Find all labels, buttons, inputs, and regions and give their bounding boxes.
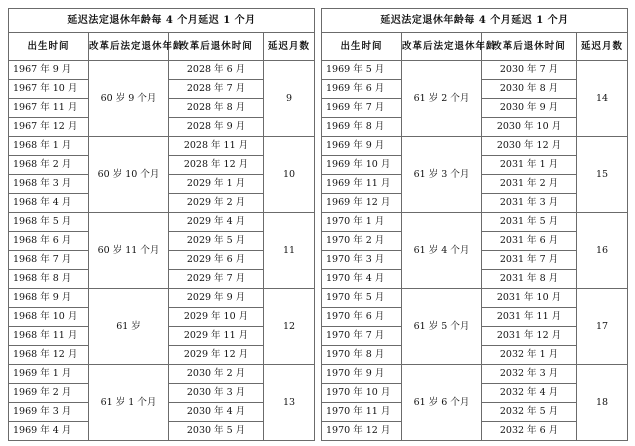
retirement-time-cell: 2029 年 11 月 <box>169 327 264 346</box>
retirement-time-cell: 2028 年 8 月 <box>169 99 264 118</box>
retirement-time-cell: 2030 年 2 月 <box>169 365 264 384</box>
table-row <box>322 61 628 80</box>
retirement-time-cell: 2031 年 3 月 <box>482 194 577 213</box>
birth-cell: 1969 年 12 月 <box>322 194 402 213</box>
birth-cell: 1970 年 12 月 <box>322 422 402 441</box>
retirement-time-cell: 2032 年 1 月 <box>482 346 577 365</box>
table-row <box>322 289 628 308</box>
table-row <box>9 213 315 232</box>
retirement-time-cell: 2031 年 8 月 <box>482 270 577 289</box>
retirement-time-cell: 2030 年 12 月 <box>482 137 577 156</box>
delay-months-cell: 11 <box>264 213 315 289</box>
retirement-time-cell: 2030 年 3 月 <box>169 384 264 403</box>
retirement-time-cell: 2028 年 11 月 <box>169 137 264 156</box>
retirement-time-cell: 2030 年 4 月 <box>169 403 264 422</box>
delay-months-cell: 18 <box>577 365 628 441</box>
table-title: 延迟法定退休年龄每 4 个月延迟 1 个月 <box>322 9 628 33</box>
birth-cell: 1970 年 4 月 <box>322 270 402 289</box>
retirement-age-cell: 60 岁 11 个月 <box>89 213 169 289</box>
header-delay-months: 延迟月数 <box>577 33 628 61</box>
retirement-time-cell: 2032 年 3 月 <box>482 365 577 384</box>
birth-cell: 1968 年 2 月 <box>9 156 89 175</box>
retirement-age-cell: 61 岁 <box>89 289 169 365</box>
retirement-time-cell: 2031 年 1 月 <box>482 156 577 175</box>
retirement-time-cell: 2030 年 9 月 <box>482 99 577 118</box>
birth-cell: 1969 年 3 月 <box>9 403 89 422</box>
birth-cell: 1968 年 1 月 <box>9 137 89 156</box>
retirement-time-cell: 2032 年 6 月 <box>482 422 577 441</box>
birth-cell: 1968 年 6 月 <box>9 232 89 251</box>
table-row <box>9 289 315 308</box>
table-row <box>322 365 628 384</box>
left-retirement-table <box>8 8 315 441</box>
header-legal-retirement-age: 改革后法定退休年龄 <box>89 33 169 61</box>
birth-cell: 1968 年 9 月 <box>9 289 89 308</box>
birth-cell: 1969 年 6 月 <box>322 80 402 99</box>
retirement-time-cell: 2030 年 10 月 <box>482 118 577 137</box>
birth-cell: 1968 年 8 月 <box>9 270 89 289</box>
birth-cell: 1968 年 11 月 <box>9 327 89 346</box>
delay-months-cell: 10 <box>264 137 315 213</box>
retirement-time-cell: 2028 年 9 月 <box>169 118 264 137</box>
delay-months-cell: 13 <box>264 365 315 441</box>
retirement-time-cell: 2028 年 7 月 <box>169 80 264 99</box>
table-title: 延迟法定退休年龄每 4 个月延迟 1 个月 <box>9 9 315 33</box>
table-row <box>9 137 315 156</box>
birth-cell: 1969 年 2 月 <box>9 384 89 403</box>
header-retirement-time: 改革后退休时间 <box>169 33 264 61</box>
retirement-time-cell: 2029 年 6 月 <box>169 251 264 270</box>
retirement-time-cell: 2029 年 10 月 <box>169 308 264 327</box>
birth-cell: 1968 年 5 月 <box>9 213 89 232</box>
retirement-time-cell: 2031 年 11 月 <box>482 308 577 327</box>
header-retirement-time: 改革后退休时间 <box>482 33 577 61</box>
birth-cell: 1968 年 4 月 <box>9 194 89 213</box>
retirement-time-cell: 2029 年 5 月 <box>169 232 264 251</box>
birth-cell: 1970 年 9 月 <box>322 365 402 384</box>
table-row <box>322 137 628 156</box>
retirement-time-cell: 2031 年 5 月 <box>482 213 577 232</box>
retirement-time-cell: 2032 年 4 月 <box>482 384 577 403</box>
birth-cell: 1970 年 10 月 <box>322 384 402 403</box>
retirement-time-cell: 2029 年 12 月 <box>169 346 264 365</box>
retirement-age-cell: 61 岁 4 个月 <box>402 213 482 289</box>
retirement-age-cell: 61 岁 6 个月 <box>402 365 482 441</box>
birth-cell: 1970 年 11 月 <box>322 403 402 422</box>
retirement-time-cell: 2029 年 7 月 <box>169 270 264 289</box>
retirement-time-cell: 2028 年 12 月 <box>169 156 264 175</box>
birth-cell: 1970 年 2 月 <box>322 232 402 251</box>
retirement-time-cell: 2030 年 5 月 <box>169 422 264 441</box>
birth-cell: 1967 年 9 月 <box>9 61 89 80</box>
delay-months-cell: 16 <box>577 213 628 289</box>
birth-cell: 1970 年 7 月 <box>322 327 402 346</box>
birth-cell: 1969 年 9 月 <box>322 137 402 156</box>
retirement-time-cell: 2031 年 12 月 <box>482 327 577 346</box>
delay-months-cell: 14 <box>577 61 628 137</box>
birth-cell: 1969 年 1 月 <box>9 365 89 384</box>
birth-cell: 1970 年 6 月 <box>322 308 402 327</box>
header-delay-months: 延迟月数 <box>264 33 315 61</box>
retirement-age-cell: 61 岁 2 个月 <box>402 61 482 137</box>
delay-months-cell: 9 <box>264 61 315 137</box>
retirement-time-cell: 2029 年 9 月 <box>169 289 264 308</box>
birth-cell: 1969 年 8 月 <box>322 118 402 137</box>
table-row <box>9 365 315 384</box>
retirement-age-cell: 60 岁 9 个月 <box>89 61 169 137</box>
left-table-panel <box>8 8 314 438</box>
retirement-time-cell: 2029 年 1 月 <box>169 175 264 194</box>
header-birth-time: 出生时间 <box>322 33 402 61</box>
birth-cell: 1968 年 10 月 <box>9 308 89 327</box>
birth-cell: 1969 年 10 月 <box>322 156 402 175</box>
birth-cell: 1970 年 5 月 <box>322 289 402 308</box>
retirement-age-cell: 60 岁 10 个月 <box>89 137 169 213</box>
retirement-delay-document <box>8 8 627 438</box>
birth-cell: 1969 年 4 月 <box>9 422 89 441</box>
birth-cell: 1969 年 7 月 <box>322 99 402 118</box>
birth-cell: 1968 年 12 月 <box>9 346 89 365</box>
retirement-time-cell: 2030 年 7 月 <box>482 61 577 80</box>
birth-cell: 1970 年 8 月 <box>322 346 402 365</box>
table-row <box>322 213 628 232</box>
retirement-time-cell: 2029 年 4 月 <box>169 213 264 232</box>
delay-months-cell: 15 <box>577 137 628 213</box>
delay-months-cell: 17 <box>577 289 628 365</box>
birth-cell: 1967 年 11 月 <box>9 99 89 118</box>
retirement-age-cell: 61 岁 3 个月 <box>402 137 482 213</box>
header-legal-retirement-age: 改革后法定退休年龄 <box>402 33 482 61</box>
right-table-panel <box>321 8 627 438</box>
retirement-time-cell: 2028 年 6 月 <box>169 61 264 80</box>
retirement-time-cell: 2030 年 8 月 <box>482 80 577 99</box>
retirement-age-cell: 61 岁 5 个月 <box>402 289 482 365</box>
delay-months-cell: 12 <box>264 289 315 365</box>
retirement-time-cell: 2032 年 5 月 <box>482 403 577 422</box>
birth-cell: 1969 年 5 月 <box>322 61 402 80</box>
birth-cell: 1967 年 10 月 <box>9 80 89 99</box>
birth-cell: 1970 年 1 月 <box>322 213 402 232</box>
retirement-time-cell: 2031 年 6 月 <box>482 232 577 251</box>
retirement-age-cell: 61 岁 1 个月 <box>89 365 169 441</box>
table-row <box>9 61 315 80</box>
retirement-time-cell: 2031 年 10 月 <box>482 289 577 308</box>
birth-cell: 1970 年 3 月 <box>322 251 402 270</box>
retirement-time-cell: 2031 年 2 月 <box>482 175 577 194</box>
birth-cell: 1967 年 12 月 <box>9 118 89 137</box>
birth-cell: 1968 年 7 月 <box>9 251 89 270</box>
retirement-time-cell: 2029 年 2 月 <box>169 194 264 213</box>
retirement-time-cell: 2031 年 7 月 <box>482 251 577 270</box>
birth-cell: 1969 年 11 月 <box>322 175 402 194</box>
right-retirement-table <box>321 8 628 441</box>
birth-cell: 1968 年 3 月 <box>9 175 89 194</box>
header-birth-time: 出生时间 <box>9 33 89 61</box>
